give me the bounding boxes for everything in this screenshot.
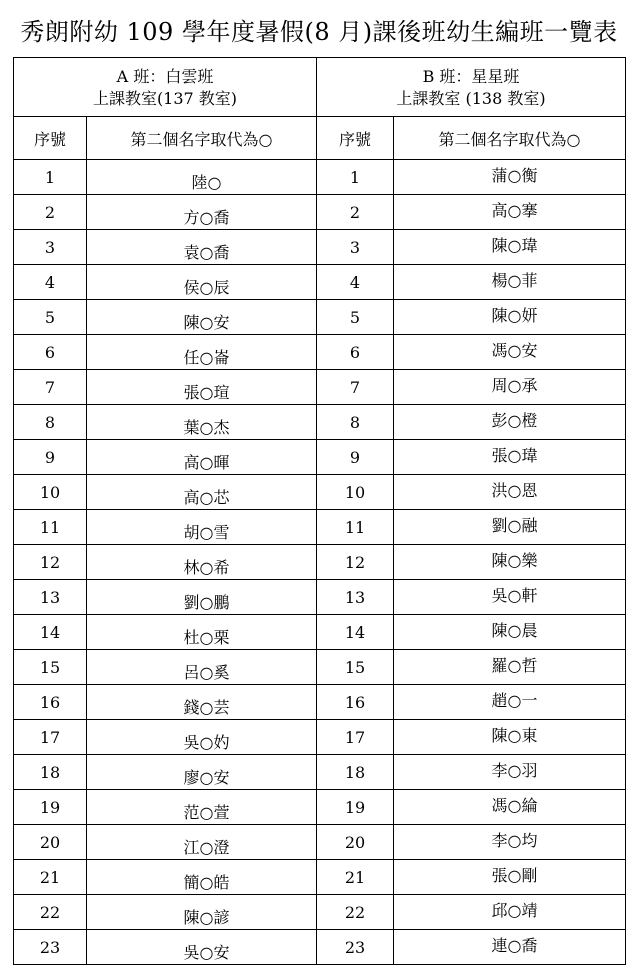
class-b-number-cell: 4 — [317, 265, 394, 300]
class-a-student-name-cell — [87, 790, 317, 825]
class-a-student-name-text: 陳○安 — [183, 312, 230, 332]
class-a-student-name-cell — [87, 475, 317, 510]
class-a-student-name-cell — [87, 370, 317, 405]
class-a-student-name-text: 呂○奚 — [183, 662, 230, 682]
class-b-student-name-text: 陳○瑋 — [491, 235, 538, 255]
class-b-number-cell: 13 — [317, 580, 394, 615]
class-b-student-name-text: 張○瑋 — [491, 445, 538, 465]
table-row — [14, 895, 626, 930]
class-a-student-name-text: 吳○安 — [183, 942, 230, 962]
table-row — [14, 300, 626, 335]
class-a-number-cell: 14 — [14, 615, 87, 650]
class-a-number-cell: 4 — [14, 265, 87, 300]
class-b-student-name-cell — [394, 230, 626, 265]
class-a-student-name-cell — [87, 580, 317, 615]
class-b-student-name-text: 彭○橙 — [491, 410, 538, 430]
class-b-student-name-cell — [394, 825, 626, 860]
table-row — [14, 510, 626, 545]
class-a-number-cell: 23 — [14, 930, 87, 965]
table-row — [14, 370, 626, 405]
column-header-b-name: 第二個名字取代為○ — [394, 117, 626, 160]
class-b-student-name-cell — [394, 160, 626, 195]
class-b-student-name-text: 馮○安 — [491, 340, 538, 360]
class-a-student-name-cell — [87, 895, 317, 930]
class-b-student-name-text: 周○承 — [491, 375, 538, 395]
class-a-student-name-cell — [87, 860, 317, 895]
class-a-number-cell: 21 — [14, 860, 87, 895]
class-a-number-cell: 18 — [14, 755, 87, 790]
class-b-student-name-text: 蒲○衡 — [491, 165, 538, 185]
class-a-number-cell: 22 — [14, 895, 87, 930]
class-b-student-name-text: 趙○一 — [491, 690, 538, 710]
class-b-student-name-cell — [394, 335, 626, 370]
class-a-student-name-text: 江○澄 — [183, 837, 230, 857]
class-a-student-name-text: 杜○栗 — [183, 627, 230, 647]
column-header-row — [14, 117, 626, 160]
class-a-student-name-text: 方○喬 — [183, 207, 230, 227]
class-b-student-name-text: 邱○靖 — [491, 900, 538, 920]
class-a-student-name-text: 陸○ — [191, 172, 222, 192]
table-row — [14, 160, 626, 195]
class-b-number-cell: 20 — [317, 825, 394, 860]
class-b-student-name-text: 羅○哲 — [491, 655, 538, 675]
class-a-student-name-cell — [87, 300, 317, 335]
class-a-number-cell: 1 — [14, 160, 87, 195]
class-a-student-name-text: 簡○皓 — [183, 872, 230, 892]
class-b-student-name-cell — [394, 895, 626, 930]
class-b-student-name-text: 劉○融 — [491, 515, 538, 535]
class-b-number-cell: 5 — [317, 300, 394, 335]
table-row — [14, 685, 626, 720]
class-b-student-name-text: 陳○晨 — [491, 620, 538, 640]
class-a-student-name-cell — [87, 825, 317, 860]
class-b-number-cell: 9 — [317, 440, 394, 475]
class-a-student-name-cell — [87, 545, 317, 580]
table-row — [14, 405, 626, 440]
class-b-student-name-cell — [394, 300, 626, 335]
class-b-student-name-text: 楊○菲 — [491, 270, 538, 290]
class-a-student-name-cell — [87, 510, 317, 545]
class-a-student-name-text: 范○萱 — [183, 802, 230, 822]
class-b-number-cell: 10 — [317, 475, 394, 510]
class-a-student-name-cell — [87, 195, 317, 230]
table-row — [14, 580, 626, 615]
class-a-student-name-cell — [87, 650, 317, 685]
class-a-student-name-text: 侯○辰 — [183, 277, 230, 297]
class-a-student-name-text: 高○暉 — [183, 452, 230, 472]
class-b-student-name-cell — [394, 720, 626, 755]
class-b-number-cell: 7 — [317, 370, 394, 405]
class-b-student-name-cell — [394, 265, 626, 300]
class-a-student-name-text: 錢○芸 — [183, 697, 230, 717]
class-a-student-name-cell — [87, 405, 317, 440]
class-b-student-name-text: 洪○恩 — [491, 480, 538, 500]
class-a-number-cell: 9 — [14, 440, 87, 475]
class-b-student-name-cell — [394, 195, 626, 230]
class-b-student-name-text: 李○羽 — [491, 760, 538, 780]
class-a-number-cell: 16 — [14, 685, 87, 720]
class-a-student-name-text: 張○瑄 — [183, 382, 230, 402]
class-b-student-name-cell — [394, 405, 626, 440]
class-a-student-name-cell — [87, 685, 317, 720]
class-a-student-name-text: 吳○妁 — [183, 732, 230, 752]
class-b-student-name-cell — [394, 615, 626, 650]
class-a-student-name-cell — [87, 930, 317, 965]
class-b-number-cell: 15 — [317, 650, 394, 685]
class-b-header — [317, 58, 626, 117]
class-b-student-name-text: 高○搴 — [491, 200, 538, 220]
class-a-number-cell: 3 — [14, 230, 87, 265]
page-title: 秀朗附幼 109 學年度暑假(8 月)課後班幼生編班一覽表 — [20, 18, 618, 46]
class-b-student-name-text: 李○均 — [491, 830, 538, 850]
class-a-student-name-text: 廖○安 — [183, 767, 230, 787]
class-b-student-name-cell — [394, 545, 626, 580]
class-b-student-name-text: 張○剛 — [491, 865, 538, 885]
column-header-a-name: 第二個名字取代為○ — [87, 117, 317, 160]
class-b-number-cell: 11 — [317, 510, 394, 545]
class-b-student-name-cell — [394, 860, 626, 895]
table-row — [14, 195, 626, 230]
table-row — [14, 790, 626, 825]
class-b-student-name-text: 陳○東 — [491, 725, 538, 745]
class-b-number-cell: 6 — [317, 335, 394, 370]
class-b-student-name-cell — [394, 650, 626, 685]
class-a-student-name-text: 葉○杰 — [183, 417, 230, 437]
table-row — [14, 720, 626, 755]
class-a-student-name-text: 任○崙 — [183, 347, 230, 367]
class-b-number-cell: 18 — [317, 755, 394, 790]
class-b-number-cell: 22 — [317, 895, 394, 930]
class-b-student-name-cell — [394, 790, 626, 825]
class-a-student-name-cell — [87, 265, 317, 300]
class-a-student-name-text: 胡○雪 — [183, 522, 230, 542]
class-b-room: 上課教室 (138 教室) — [396, 89, 546, 108]
class-b-student-name-cell — [394, 580, 626, 615]
class-b-number-cell: 8 — [317, 405, 394, 440]
class-b-student-name-cell — [394, 510, 626, 545]
class-b-number-cell: 21 — [317, 860, 394, 895]
class-b-student-name-cell — [394, 755, 626, 790]
class-b-number-cell: 12 — [317, 545, 394, 580]
table-row — [14, 825, 626, 860]
class-roster-table — [13, 57, 626, 965]
class-a-number-cell: 8 — [14, 405, 87, 440]
table-row — [14, 545, 626, 580]
class-a-number-cell: 10 — [14, 475, 87, 510]
class-b-number-cell: 1 — [317, 160, 394, 195]
class-a-number-cell: 19 — [14, 790, 87, 825]
class-b-student-name-text: 吳○軒 — [491, 585, 538, 605]
table-row — [14, 475, 626, 510]
class-b-student-name-cell — [394, 440, 626, 475]
class-a-number-cell: 11 — [14, 510, 87, 545]
class-a-student-name-text: 劉○鵬 — [183, 592, 230, 612]
class-a-room: 上課教室(137 教室) — [92, 89, 238, 108]
class-a-student-name-text: 高○芯 — [183, 487, 230, 507]
class-a-number-cell: 13 — [14, 580, 87, 615]
class-header-row — [14, 58, 626, 117]
class-a-student-name-cell — [87, 720, 317, 755]
class-a-student-name-text: 林○希 — [183, 557, 230, 577]
class-a-student-name-cell — [87, 615, 317, 650]
class-b-number-cell: 2 — [317, 195, 394, 230]
class-a-student-name-text: 陳○諺 — [183, 907, 230, 927]
class-b-number-cell: 17 — [317, 720, 394, 755]
class-a-student-name-cell — [87, 160, 317, 195]
class-b-student-name-text: 陳○樂 — [491, 550, 538, 570]
table-row — [14, 930, 626, 965]
class-b-student-name-text: 馮○綸 — [491, 795, 538, 815]
class-b-number-cell: 3 — [317, 230, 394, 265]
class-a-number-cell: 7 — [14, 370, 87, 405]
class-a-number-cell: 17 — [14, 720, 87, 755]
class-a-number-cell: 2 — [14, 195, 87, 230]
class-a-number-cell: 5 — [14, 300, 87, 335]
class-b-student-name-text: 連○喬 — [491, 935, 538, 955]
table-row — [14, 615, 626, 650]
class-a-student-name-cell — [87, 440, 317, 475]
class-b-student-name-text: 陳○妍 — [491, 305, 538, 325]
table-row — [14, 860, 626, 895]
table-row — [14, 230, 626, 265]
column-header-b-no: 序號 — [317, 117, 394, 160]
table-row — [14, 265, 626, 300]
class-b-name: B 班：星星班 — [422, 67, 520, 86]
table-row — [14, 755, 626, 790]
table-row — [14, 650, 626, 685]
class-a-number-cell: 12 — [14, 545, 87, 580]
class-a-student-name-cell — [87, 335, 317, 370]
class-a-number-cell: 15 — [14, 650, 87, 685]
table-row — [14, 335, 626, 370]
class-a-number-cell: 6 — [14, 335, 87, 370]
class-b-student-name-cell — [394, 370, 626, 405]
class-b-number-cell: 23 — [317, 930, 394, 965]
class-a-student-name-cell — [87, 230, 317, 265]
table-row — [14, 440, 626, 475]
class-b-number-cell: 14 — [317, 615, 394, 650]
class-a-number-cell: 20 — [14, 825, 87, 860]
class-b-student-name-cell — [394, 930, 626, 965]
class-a-student-name-text: 袁○喬 — [183, 242, 230, 262]
class-b-student-name-cell — [394, 475, 626, 510]
class-b-student-name-cell — [394, 685, 626, 720]
column-header-a-no: 序號 — [14, 117, 87, 160]
class-a-header — [14, 58, 317, 117]
class-a-name: A 班：白雲班 — [116, 67, 214, 86]
class-a-student-name-cell — [87, 755, 317, 790]
class-b-number-cell: 19 — [317, 790, 394, 825]
class-b-number-cell: 16 — [317, 685, 394, 720]
